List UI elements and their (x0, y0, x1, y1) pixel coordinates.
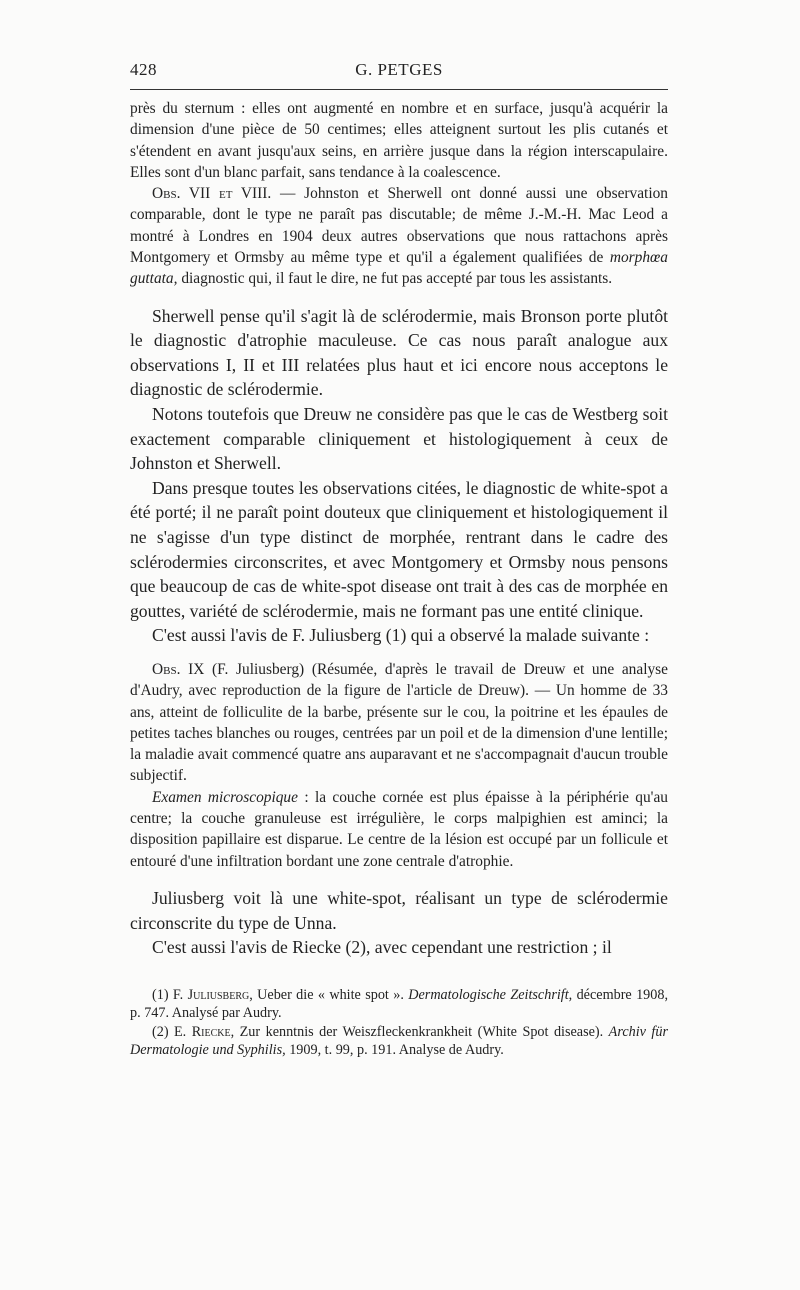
footnote-text: , Zur kenntnis der Weiszfleckenkrankheit (White Spot disease). (230, 1023, 609, 1040)
paragraph-text: Dans presque toutes les observations citées, le diagnostic de white-spot a été porté; il ne paraît point douteux que cliniquement et histologiquement il ne s'agisse d'un type distinct de morphée, rentrant dans le cadre des sclérodermies circonscrites, et avec Montgomery et Ormsby nous pensons que beaucoup de cas de white-spot disease ont trait à des cas de morphée en gouttes, variété de sclérodermie, mais ne formant pas une entité clinique. (130, 477, 668, 621)
paragraph-text: C'est aussi l'avis de Riecke (2), avec cependant une restriction ; il (152, 937, 612, 958)
paragraph-sherwell (130, 304, 668, 402)
italic-heading: Examen microscopique (152, 788, 298, 806)
page-number: 428 (130, 60, 157, 79)
paragraph-dreuw (130, 402, 668, 476)
paragraph-text: Sherwell pense qu'il s'agit là de sclérodermie, mais Bronson porte plutôt le diagnostic d'atrophie maculeuse. Ce cas nous paraît analogue aux observations I, II et III relatées plus haut et ici encore nous acceptons le diagnostic de sclérodermie. (130, 305, 668, 400)
paragraph-text: — Johnston et Sherwell ont donné aussi une observation comparable, dont le type ne paraît pas discutable; de même J.-M.-H. Mac Leod a montré à Londres en 1904 deux autres observations que nous rattachons après Montgomery et Ormsby au même type et qu'il a également qualifiées de (130, 185, 669, 267)
footnote-1 (130, 986, 668, 1023)
header-rule (130, 89, 668, 90)
paragraph-text: : la couche cornée est plus épaisse à la périphérie qu'au centre; la couche granuleuse est irrégulière, le corps malpighien est aminci; la disposition papillaire est disparue. Le centre de la lésion est occupé par un follicule et entouré d'une infiltration bordant une zone centrale d'atrophie. (130, 788, 668, 870)
paragraph-juliusberg-intro (130, 623, 668, 648)
observation-7-8 (130, 183, 668, 289)
footnote-author: Riecke (191, 1023, 231, 1040)
paragraph-juliusberg-verdict (130, 886, 668, 935)
paragraph-continuation (130, 98, 668, 183)
footnotes (130, 986, 668, 1060)
paragraph-text: près du sternum : elles ont augmenté en nombre et en surface, jusqu'à acquérir la dimension d'une pièce de 50 centimes; elles atteignent surtout les plis cutanés et s'étendent en avant jusqu'aux seins, en arrière jusque dans la région interscapulaire. Elles sont d'un blanc parfait, sans tendance à la coalescence. (130, 100, 668, 181)
observation-label: Obs. VII et VIII. (152, 185, 272, 203)
footnote-text: 1909, t. 99, p. 191. Analyse de Audry. (285, 1042, 504, 1059)
observation-9 (130, 659, 668, 787)
footnote-text: , Ueber die « white spot ». (249, 986, 409, 1003)
body-text (130, 98, 668, 1060)
paragraph-text: diagnostic qui, il faut le dire, ne fut pas accepté par tous les assistants. (177, 270, 613, 288)
running-title: G. PETGES (355, 60, 443, 79)
footnote-2 (130, 1023, 668, 1060)
footnote-author: Juliusberg (187, 986, 250, 1003)
footnote-number: (2) E. (152, 1023, 187, 1040)
paragraph-white-spot (130, 476, 668, 624)
footnote-journal: Dermatologische Zeitschrift, (408, 986, 573, 1003)
paragraph-riecke (130, 935, 668, 960)
paragraph-text: Juliusberg voit là une white-spot, réalisant un type de sclérodermie circonscrite du type de Unna. (130, 887, 668, 933)
italic-term: morphœa guttata, (130, 249, 668, 288)
paragraph-microscopic (130, 787, 668, 872)
paragraph-text: (F. Juliusberg) (Résumée, d'après le travail de Dreuw et une analyse d'Audry, avec reproduction de la figure de l'article de Dreuw). — Un homme de 33 ans, atteint de folliculite de la barbe, présente sur le cou, la poitrine et les épaules de petites taches blanches ou rouges, centrées par un poil et de la dimension d'une lentille; la maladie avait commencé quatre ans auparavant et ne s'accompagnait d'aucun trouble subjectif. (130, 660, 668, 785)
footnote-journal: Archiv für Dermatologie und Syphilis, (130, 1023, 668, 1059)
observation-label: Obs. IX (152, 660, 205, 678)
running-head (130, 60, 668, 80)
footnote-text: décembre 1908, p. 747. Analysé par Audry. (130, 986, 669, 1022)
footnote-number: (1) F. (152, 986, 184, 1003)
paragraph-text: C'est aussi l'avis de F. Juliusberg (1) qui a observé la malade suivante : (152, 625, 650, 646)
paragraph-text: Notons toutefois que Dreuw ne considère pas que le cas de Westberg soit exactement comparable cliniquement et histologiquement à ceux de Johnston et Sherwell. (130, 404, 668, 474)
